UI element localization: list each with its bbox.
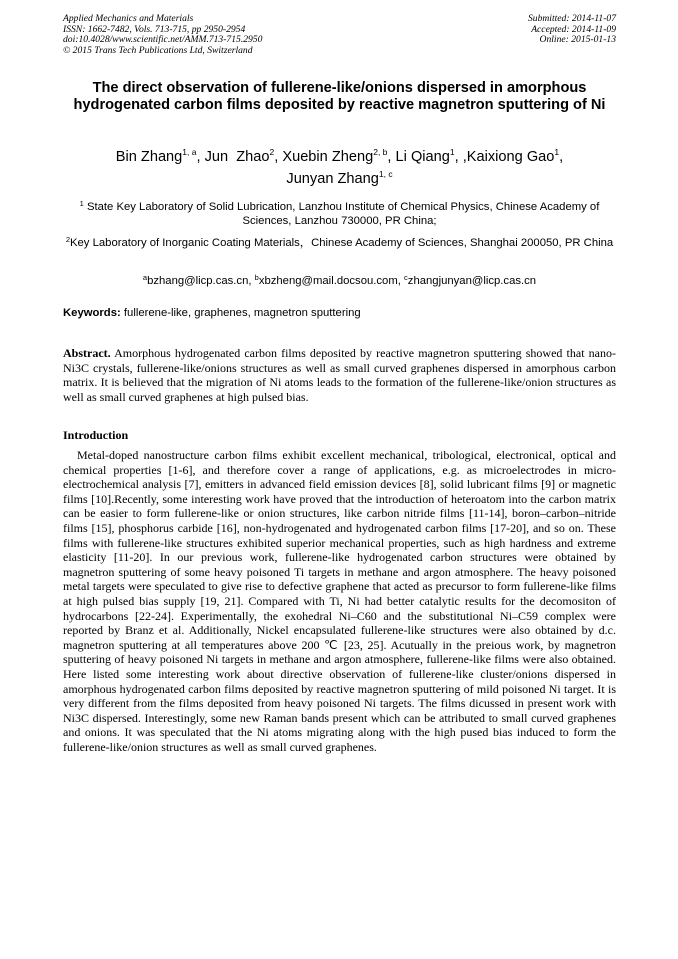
keywords-label: Keywords: — [63, 307, 121, 319]
author-name: Li Qiang — [395, 149, 450, 165]
author-affiliation-mark: 1, a — [182, 147, 197, 157]
abstract-text: Amorphous hydrogenated carbon films deposited by reactive magnetron sputtering showed that nano-Ni3C crystals, fullerene-like/onions structures as well as small curved graphenes dispersed in amorphous carbon matrix. It is believed that the migration of Ni atoms leads to the formation of the fullerene-like/onion structures as well as small curved graphenes at high pulsed bias. — [63, 346, 616, 404]
email-separator: , — [248, 275, 255, 287]
author — [205, 149, 283, 165]
affiliation-mark: 1 — [79, 199, 84, 208]
author-affiliation-mark: 1 — [449, 147, 455, 157]
journal-copyright: © 2015 Trans Tech Publications Ltd, Switzerland — [63, 44, 253, 56]
email-address[interactable]: zhangjunyan@licp.cas.cn — [407, 275, 537, 287]
paper-title: The direct observation of fullerene-like/onions dispersed in amorphous hydrogenated carbon films deposited by reactive magnetron sputtering of Ni — [73, 80, 606, 114]
author — [282, 149, 395, 165]
author-name: Xuebin Zheng — [282, 149, 374, 165]
affiliation-text: Key Laboratory of Inorganic Coating Materials，Chinese Academy of Sciences, Shanghai 200050, PR China — [69, 237, 614, 249]
abstract — [63, 346, 616, 404]
author — [116, 149, 205, 165]
author-separator: , — [387, 149, 396, 165]
accepted-date: Accepted: 2014-11-09 — [531, 23, 616, 35]
email-mark: c — [404, 273, 408, 282]
email-mark: b — [254, 273, 259, 282]
author — [396, 149, 467, 165]
author — [467, 149, 563, 165]
author-name: Junyan Zhang — [286, 171, 379, 187]
author-separator: , — [274, 149, 283, 165]
affiliation — [63, 236, 616, 250]
section-heading-introduction: Introduction — [63, 428, 129, 442]
abstract-label: Abstract. — [63, 346, 111, 360]
author-name: Kaixiong Gao — [466, 149, 555, 165]
author-separator: , , — [454, 149, 467, 165]
email-address[interactable]: xbzheng@mail.docsou.com — [258, 275, 398, 287]
journal-info — [63, 14, 262, 56]
affiliation — [63, 200, 616, 228]
author-separator: , — [559, 149, 564, 165]
keywords — [63, 306, 616, 320]
affiliation-mark: 2 — [65, 235, 70, 244]
journal-doi: doi:10.4028/www.scientific.net/AMM.713-715.2950 — [63, 34, 263, 46]
introduction-paragraph: Metal-doped nanostructure carbon films exhibit excellent mechanical, tribological, electronical, optical and chemical properties [1-6], and therefore cover a range of applications, e.g. as microelectrodes in micro-electrochemical analysis [7], emitters in advanced field emission devices [8], solid lubricant films [9] or magnetic films [10].Recently, some interesting work have proved that the introduction of heteroatom into the carbon matrix can be easier to form fullerene-like or onion structures, like carbon nitride films [11-14], boron–carbon–nitride films [15], phosphorus carbide [16], non-hydrogenated and hydrogenated carbon films [17-20], and so on. These films with fullerene-like structures exhibited superior mechanical properties, such as high hardness and extreme elasticity [11-20]. In our previous work, fullerene-like hydrogenated carbon structures were obtained by magnetron sputtering of some heavy poisoned Ti targets in methane and argon atmosphere. The heavy poisoned metal targets were speculated to give rise to defective graphene that acted as precursor to form fullerene-like films at high pulsed bias supply [19, 21]. Compared with Ti, Ni had better catalytic results for the decomositon of hydrocarbons [22-24]. Experimentally, the exohedral Ni–C60 and the substitutional Ni–C59 complex were reported by Branz et al. Additionally, Nickel encapsulated fullerene-like structures were also obtained by d.c. magnetron sputtering at all temperatures above 200 ℃ [23, 25]. Acutually in the preious work, by magnetron sputtering of heavy poisoned Ni targets in methane and argon atmosphere, fullerene-like films were also obtained. Here listed some interesting work about directive observation of fullerene-like cluster/onions dispersed in amorphous hydrogenated carbon films deposited by reactive magnetron sputtering of mild poisoned Ni target. It is very different from the films deposited from heavy poisoned Ni targets. The films dicussed in present work with Ni3C dispersed. Interestingly, some new Raman bands present which can be attributed to small curved graphenes and onions. It was speculated that the Ni atoms migrating along with the high pused bias induced to form the fullerene-like/onion structures as well as small curved graphenes. — [63, 448, 616, 754]
author-affiliation-mark: 2, b — [373, 147, 388, 157]
journal-name: Applied Mechanics and Materials — [63, 13, 194, 24]
journal-issn: ISSN: 1662-7482, Vols. 713-715, pp 2950-2954 — [63, 23, 246, 35]
author-affiliation-mark: 1 — [554, 147, 560, 157]
online-date: Online: 2015-01-13 — [539, 34, 616, 46]
publication-dates — [528, 14, 616, 46]
author-list — [63, 146, 616, 190]
submitted-date: Submitted: 2014-11-07 — [527, 13, 616, 24]
author-separator: , — [196, 149, 205, 165]
email-separator: , — [397, 275, 405, 287]
affiliation-text: State Key Laboratory of Solid Lubrication, Lanzhou Institute of Chemical Physics, Chinese Academy of Sciences, Lanzhou 730000, PR China; — [86, 201, 600, 228]
author-emails — [63, 274, 616, 288]
author-name: Jun Zhao — [204, 149, 270, 165]
author-affiliation-mark: 2 — [269, 147, 275, 157]
keywords-text: fullerene-like, graphenes, magnetron sputtering — [120, 307, 361, 319]
email-mark: a — [142, 273, 148, 282]
author-name: Bin Zhang — [115, 149, 183, 165]
email-address[interactable]: bzhang@licp.cas.cn — [147, 275, 249, 287]
author — [286, 171, 392, 187]
author-affiliation-mark: 1, c — [378, 169, 393, 179]
